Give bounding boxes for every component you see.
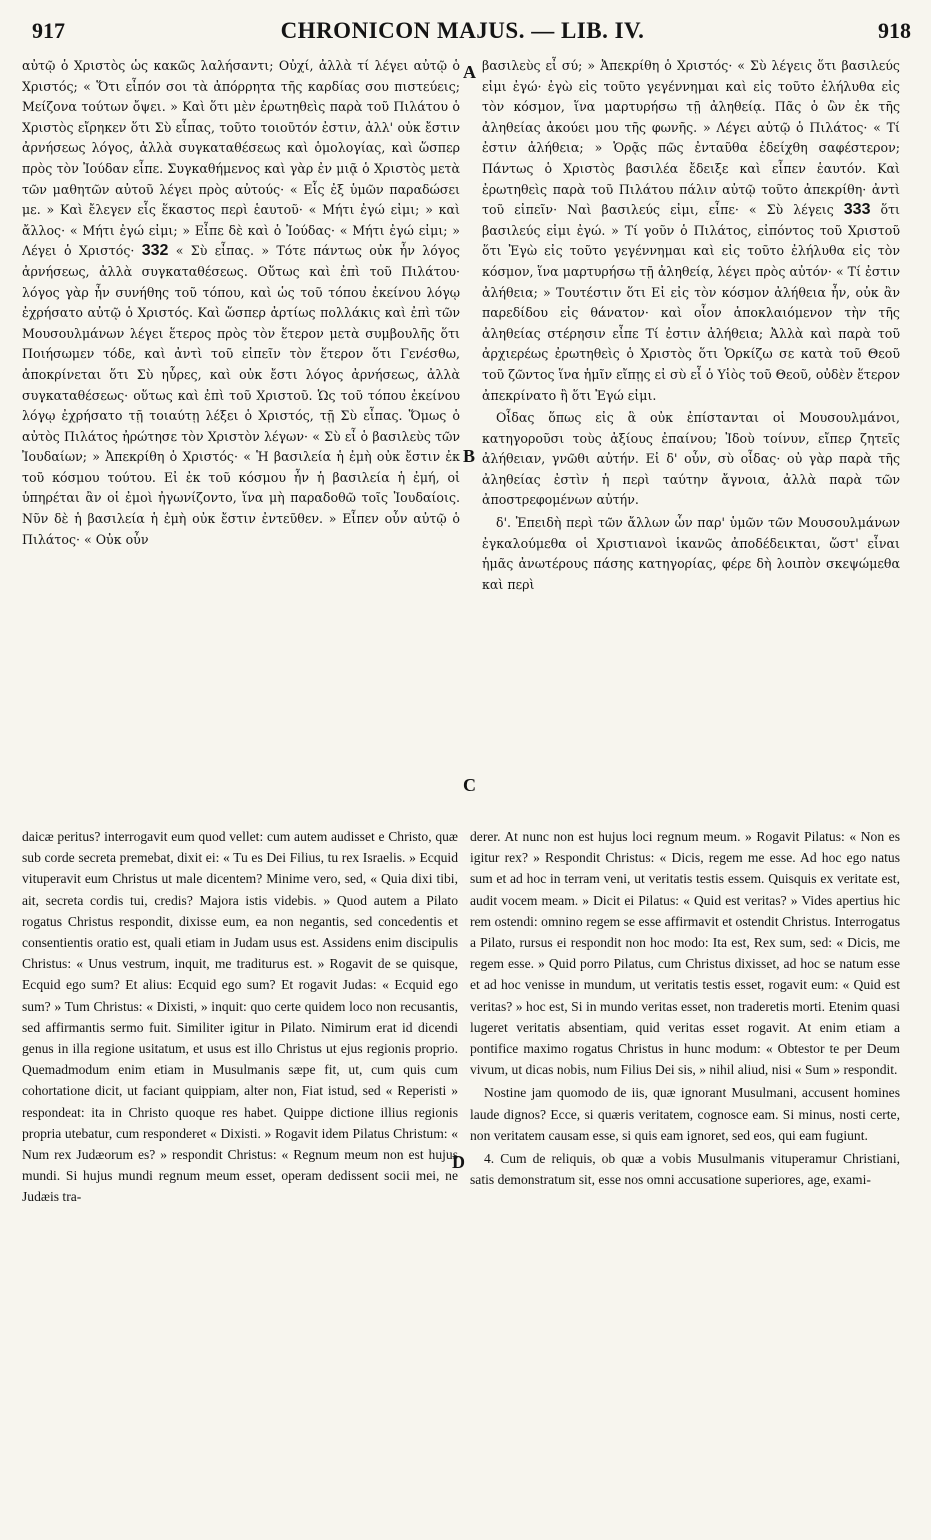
greek-column-left	[22, 56, 460, 826]
running-title: CHRONICON MAJUS. — LIB. IV.	[280, 18, 645, 43]
margin-mark-b: B	[463, 446, 476, 466]
latin-left-paragraph: daicæ peritus? interrogavit eum quod vellet: cum autem audisset e Christo, quæ sub corde secreta premebat, dixit ei: « Tu es Dei Filius, tu rex Israelis. » Ecquid vituperavit eum Christus ut male dicentem? Minime vero, sed, « Quia dixi tibi, ait, secreta cordis tui, credis? Majora istis videbis. » Quod autem a Pilato rogatus Christus respondit, dixisse eum, ea non negantis, sed concedentis et consentientis oratio est, quali etiam in Judam usus est. Assidens enim discipulis Christus: « Unus vestrum, inquit, me traditurus est. » Rogavit de se quisque, Ecquid ego sum? Et alius: Ecquid ego sum? Et rogavit Judas: « Ecquid ego sum? » Tum Christus: « Dixisti, » inquit: quo certe quidem loco non recusantis, sed affirmantis sermo fuit. Similiter igitur in Pilato. Nimirum erat id dicendi genus in illa regione usitatum, et usus est illo Christus ut ejus regionis proprio. Quemadmodum enim etiam in Musulmanis sæpe fit, ut, cum quis cum cohortatione dicit, ut faciant quippiam, alter non, Fiat istud, sed « Reperisti » respondeat: ita in Christo quoque res habet. Quippe dictione illius regionis propria utebatur, cum responderet « Dixisti. » Rogavit idem Pilatus Christum: « Num rex Judæorum es? » respondit Christus: « Regnum meum non est hujus mundi. Si hujus mundi regnum meum esset, operam dedissent socii mei, ne Judæis tra-	[22, 829, 458, 1205]
margin-mark-c: C	[463, 775, 476, 795]
greek-right-paragraph-3: δ'. Ἐπειδὴ περὶ τῶν ἄλλων ὧν παρ' ὑμῶν τῶν Μουσουλμάνων ἐγκαλούμεθα οἱ Χριστιανοὶ ἱκανῶς ἀποδέδεικται, ὥστ' εἶναι ἡμᾶς ἀνωτέρους πάσης κατηγορίας, φέρε δὴ λοιπὸν σκεψώμεθα καὶ περὶ	[482, 515, 900, 592]
column-reference-333: 333	[843, 201, 871, 219]
latin-column-left	[22, 826, 458, 1526]
column-reference-332: 332	[141, 242, 169, 260]
greek-column-right	[482, 56, 900, 826]
greek-right-text-1: βασιλεὺς εἶ σύ; » Ἀπεκρίθη ὁ Χριστός· « Σὺ λέγεις ὅτι βασιλεύς εἰμι ἐγώ· ἐγὼ εἰς τοῦτο γεγέννημαι καὶ εἰς τοῦτο ἐλήλυθα εἰς τὸν κόσμον, ἵνα μαρτυρήσω τῇ ἀληθείᾳ. Πᾶς ὁ ὢν ἐκ τῆς ἀληθείας ἀκούει μου τῆς φωνῆς. » Λέγει αὐτῷ ὁ Πιλάτος· « Τί ἐστιν ἀλήθεια; » Ὁρᾷς πῶς ἐνταῦθα ἐδείχθη σαφέστερον; Πάντως ὁ Χριστὸς βασιλέα ἔδειξε καὶ εἶπεν ἑαυτόν. Καὶ ἐρωτηθεὶς παρὰ τοῦ Πιλάτου πάλιν αὐτῷ τοῦτο ἀπεκρίθη· ἀντὶ τοῦ εἰπεῖν· Ναὶ βασιλεύς εἰμι, εἶπε· « Σὺ λέγεις	[482, 58, 900, 218]
latin-right-paragraph-2: Nostine jam quomodo de iis, quæ ignorant Musulmani, accusent homines laude dignos? Ecce, si quæris veritatem, cognosce eam. Si minus, nosti certe, non veritatem causam esse, si quis eam ignoret, sed eos, qui eam fugiunt.	[470, 1085, 900, 1143]
greek-left-paragraph	[22, 56, 460, 550]
margin-mark-d: D	[452, 1152, 465, 1172]
greek-right-paragraph-2: Οἶδας ὅπως εἰς ἃ οὐκ ἐπίστανται οἱ Μουσουλμάνοι, κατηγοροῦσι τοὺς ἀξίους ἐπαίνου; Ἰδοὺ τοίνυν, εἴπερ ζητεῖς ἀλήθειαν, γνῶθι αὐτήν. Εἰ δ' οὖν, σὺ οἶδας· οὐ γὰρ παρὰ τῆς ἀληθείας ἐστὶν ἡ περὶ ταύτην ἄγνοια, ἀλλὰ παρὰ τῶν ἀποστρεφομένων αὐτήν.	[482, 410, 900, 508]
greek-right-paragraph-1	[482, 56, 900, 406]
page-header	[14, 18, 911, 56]
margin-mark-a: A	[463, 62, 476, 82]
greek-right-text-2: ὅτι βασιλεύς εἰμι ἐγώ. » Τί γοῦν ὁ Πιλάτος, εἰπόντος τοῦ Χριστοῦ ὅτι Ἐγὼ εἰς τοῦτο γεγέννημαι καὶ εἰς τοῦτο ἐλήλυθα εἰς τὸν κόσμον, ἵνα μαρτυρήσω τῇ ἀληθείᾳ, λέγει πρὸς αὐτόν· « Τί ἐστιν ἀλήθεια; » Τουτέστιν ὅτι Εἰ εἰς τὸν κόσμον ἀλήθεια ἦν, οὐκ ἂν παρεδίδου εἰς θάνατον· καὶ οἷον ἀποκλαιόμενον τὴν τῆς ἀληθείας στέρησιν εἶπε Τί ἐστιν ἀλήθεια; Ἀλλὰ καὶ παρὰ τοῦ ἀρχιερέως ἐρωτηθεὶς ὁ Χριστὸς ὅτι Ὁρκίζω σε κατὰ τοῦ Θεοῦ τοῦ ζῶντος ἵνα ἡμῖν εἴπῃς εἰ σὺ εἶ ὁ Υἱὸς τοῦ Θεοῦ, οὐδὲν ἕτερον ἀπεκρίνατο ἢ ὅτι Ἐγώ εἰμι.	[482, 202, 900, 403]
greek-left-text-2: « Σὺ εἶπας. » Τότε πάντως οὐκ ἦν λόγος ἀρνήσεως, ἀλλὰ συγκαταθέσεως. Οὕτως καὶ ἐπὶ τοῦ Πιλάτου· λόγος γὰρ ἦν συνήθης τοῦ τόπου, καὶ ὡς τοῦ τόπου ἐκείνου λόγῳ ἐχρήσατο αὐτῷ ὁ Χριστός. Καὶ ὥσπερ ἀρτίως πολλάκις καὶ ἐπὶ τῶν Μουσουλμάνων λέγει ἕτερος πρὸς τὸν ἕτερον μετὰ συμβουλῆς ὅτι Ποιήσωμεν τόδε, καὶ ἀντὶ τοῦ εἰπεῖν τὸν ἕτερον ὅτι Γενέσθω, ἀποκρίνεται ὅτι Σὺ ηὗρες, καὶ οὐκ ἔστι λόγος ἀρνήσεως, ἀλλὰ συγκαταθέσεως· οὕτως καὶ ἐπὶ τοῦ Χριστοῦ. Ὡς τοῦ τόπου ἐκείνου λόγῳ ἐχρήσατο τῇ τοιαύτῃ λέξει ὁ Χριστός, τῇ Σὺ εἶπας. Ὅμως ὁ αὐτὸς Πιλάτος ἠρώτησε τὸν Χριστὸν λέγων· « Σὺ εἶ ὁ βασιλεὺς τῶν Ἰουδαίων; » Ἀπεκρίθη ὁ Χριστός· « Ἡ βασιλεία ἡ ἐμὴ οὐκ ἔστιν ἐκ τοῦ κόσμου τούτου. Εἰ ἐκ τοῦ κόσμου ἦν ἡ βασιλεία ἡ ἐμή, οἱ ὑπηρέται ἂν οἱ ἐμοὶ ἠγωνίζοντο, ἵνα μὴ παραδοθῶ τοῖς Ἰουδαίοις. Νῦν δὲ ἡ βασιλεία ἡ ἐμὴ οὐκ ἔστιν ἐντεῦθεν. » Εἶπεν οὖν αὐτῷ ὁ Πιλάτος· « Οὐκ οὖν	[22, 243, 460, 547]
latin-column-right	[470, 826, 900, 1526]
latin-right-paragraph-1: derer. At nunc non est hujus loci regnum meum. » Rogavit Pilatus: « Non es igitur rex? » Respondit Christus: « Dicis, regem me esse. Ad hoc ego natus sum et ad hoc in terram veni, ut veritatis testis essem. Quisquis ex veritate est, audit vocem meam. » Dicit ei Pilatus: « Quid est veritas? » Vides apertius hic rem ostendi: omnino regem se esse affirmavit et ostendit Christus. Interrogatus a Pilato, rursus ei respondit non hoc modo: Ita est, Rex sum, sed: « Dicis, me regem esse. » Quid porro Pilatus, cum Christus dixisset, ad hoc se natum esse et ad hoc venisse in mundum, ut veritatis testis esset, rogavit eum: « Quid est veritas? » hoc est, Si in mundo veritas esset, non traderetis morti. Etenim quasi lugeret veritatis absentiam, quid veritas esset rogavit. At enim etiam a pontifice maximo rogatus Christus in hunc modum: « Obtestor te per Deum vivum, ut dicas nobis, num Filius Dei sis, » nihil aliud, nisi « Sum » respondit.	[470, 829, 900, 1078]
left-page-number: 917	[32, 18, 65, 43]
right-page-number: 918	[878, 18, 911, 43]
latin-right-paragraph-3: 4. Cum de reliquis, ob quæ a vobis Musulmanis vituperamur Christiani, satis demonstratum sit, esse nos omni accusatione superiores, age, exami-	[470, 1151, 900, 1188]
greek-left-text-1: αὐτῷ ὁ Χριστὸς ὡς κακῶς λαλήσαντι; Οὐχί, ἀλλὰ τί λέγει αὐτῷ ὁ Χριστός; « Ὅτι εἶπόν σοι τὰ ἀπόρρητα τῆς καρδίας σου πιστεύεις; Μείζονα τούτων ὄψει. » Καὶ ὅτι μὲν ἐρωτηθεὶς παρὰ τοῦ Πιλάτου ὁ Χριστὸς εἴρηκεν ὅτι Σὺ εἶπας, τοῦτο τοιοῦτόν ἐστιν, ἀλλ' οὐκ ἔστιν ἀρνήσεως λόγος, ἀλλὰ συγκαταθέσεως καὶ ὁμολογίας, καὶ ὥσπερ πρὸς τὸν Ἰούδαν εἶπε. Συγκαθήμενος καὶ γὰρ ἐν μιᾷ ὁ Χριστὸς μετὰ τῶν μαθητῶν αὐτοῦ λέγει πρὸς αὐτούς· « Εἷς ἐξ ὑμῶν παραδώσει με. » Καὶ ἔλεγεν εἷς ἕκαστος περὶ ἑαυτοῦ· « Μήτι ἐγώ εἰμι; » καὶ ἄλλος· « Μήτι ἐγώ εἰμι; » Εἶπε δὲ καὶ ὁ Ἰούδας· « Μήτι ἐγώ εἰμι; » Λέγει ὁ Χριστός·	[22, 58, 460, 259]
